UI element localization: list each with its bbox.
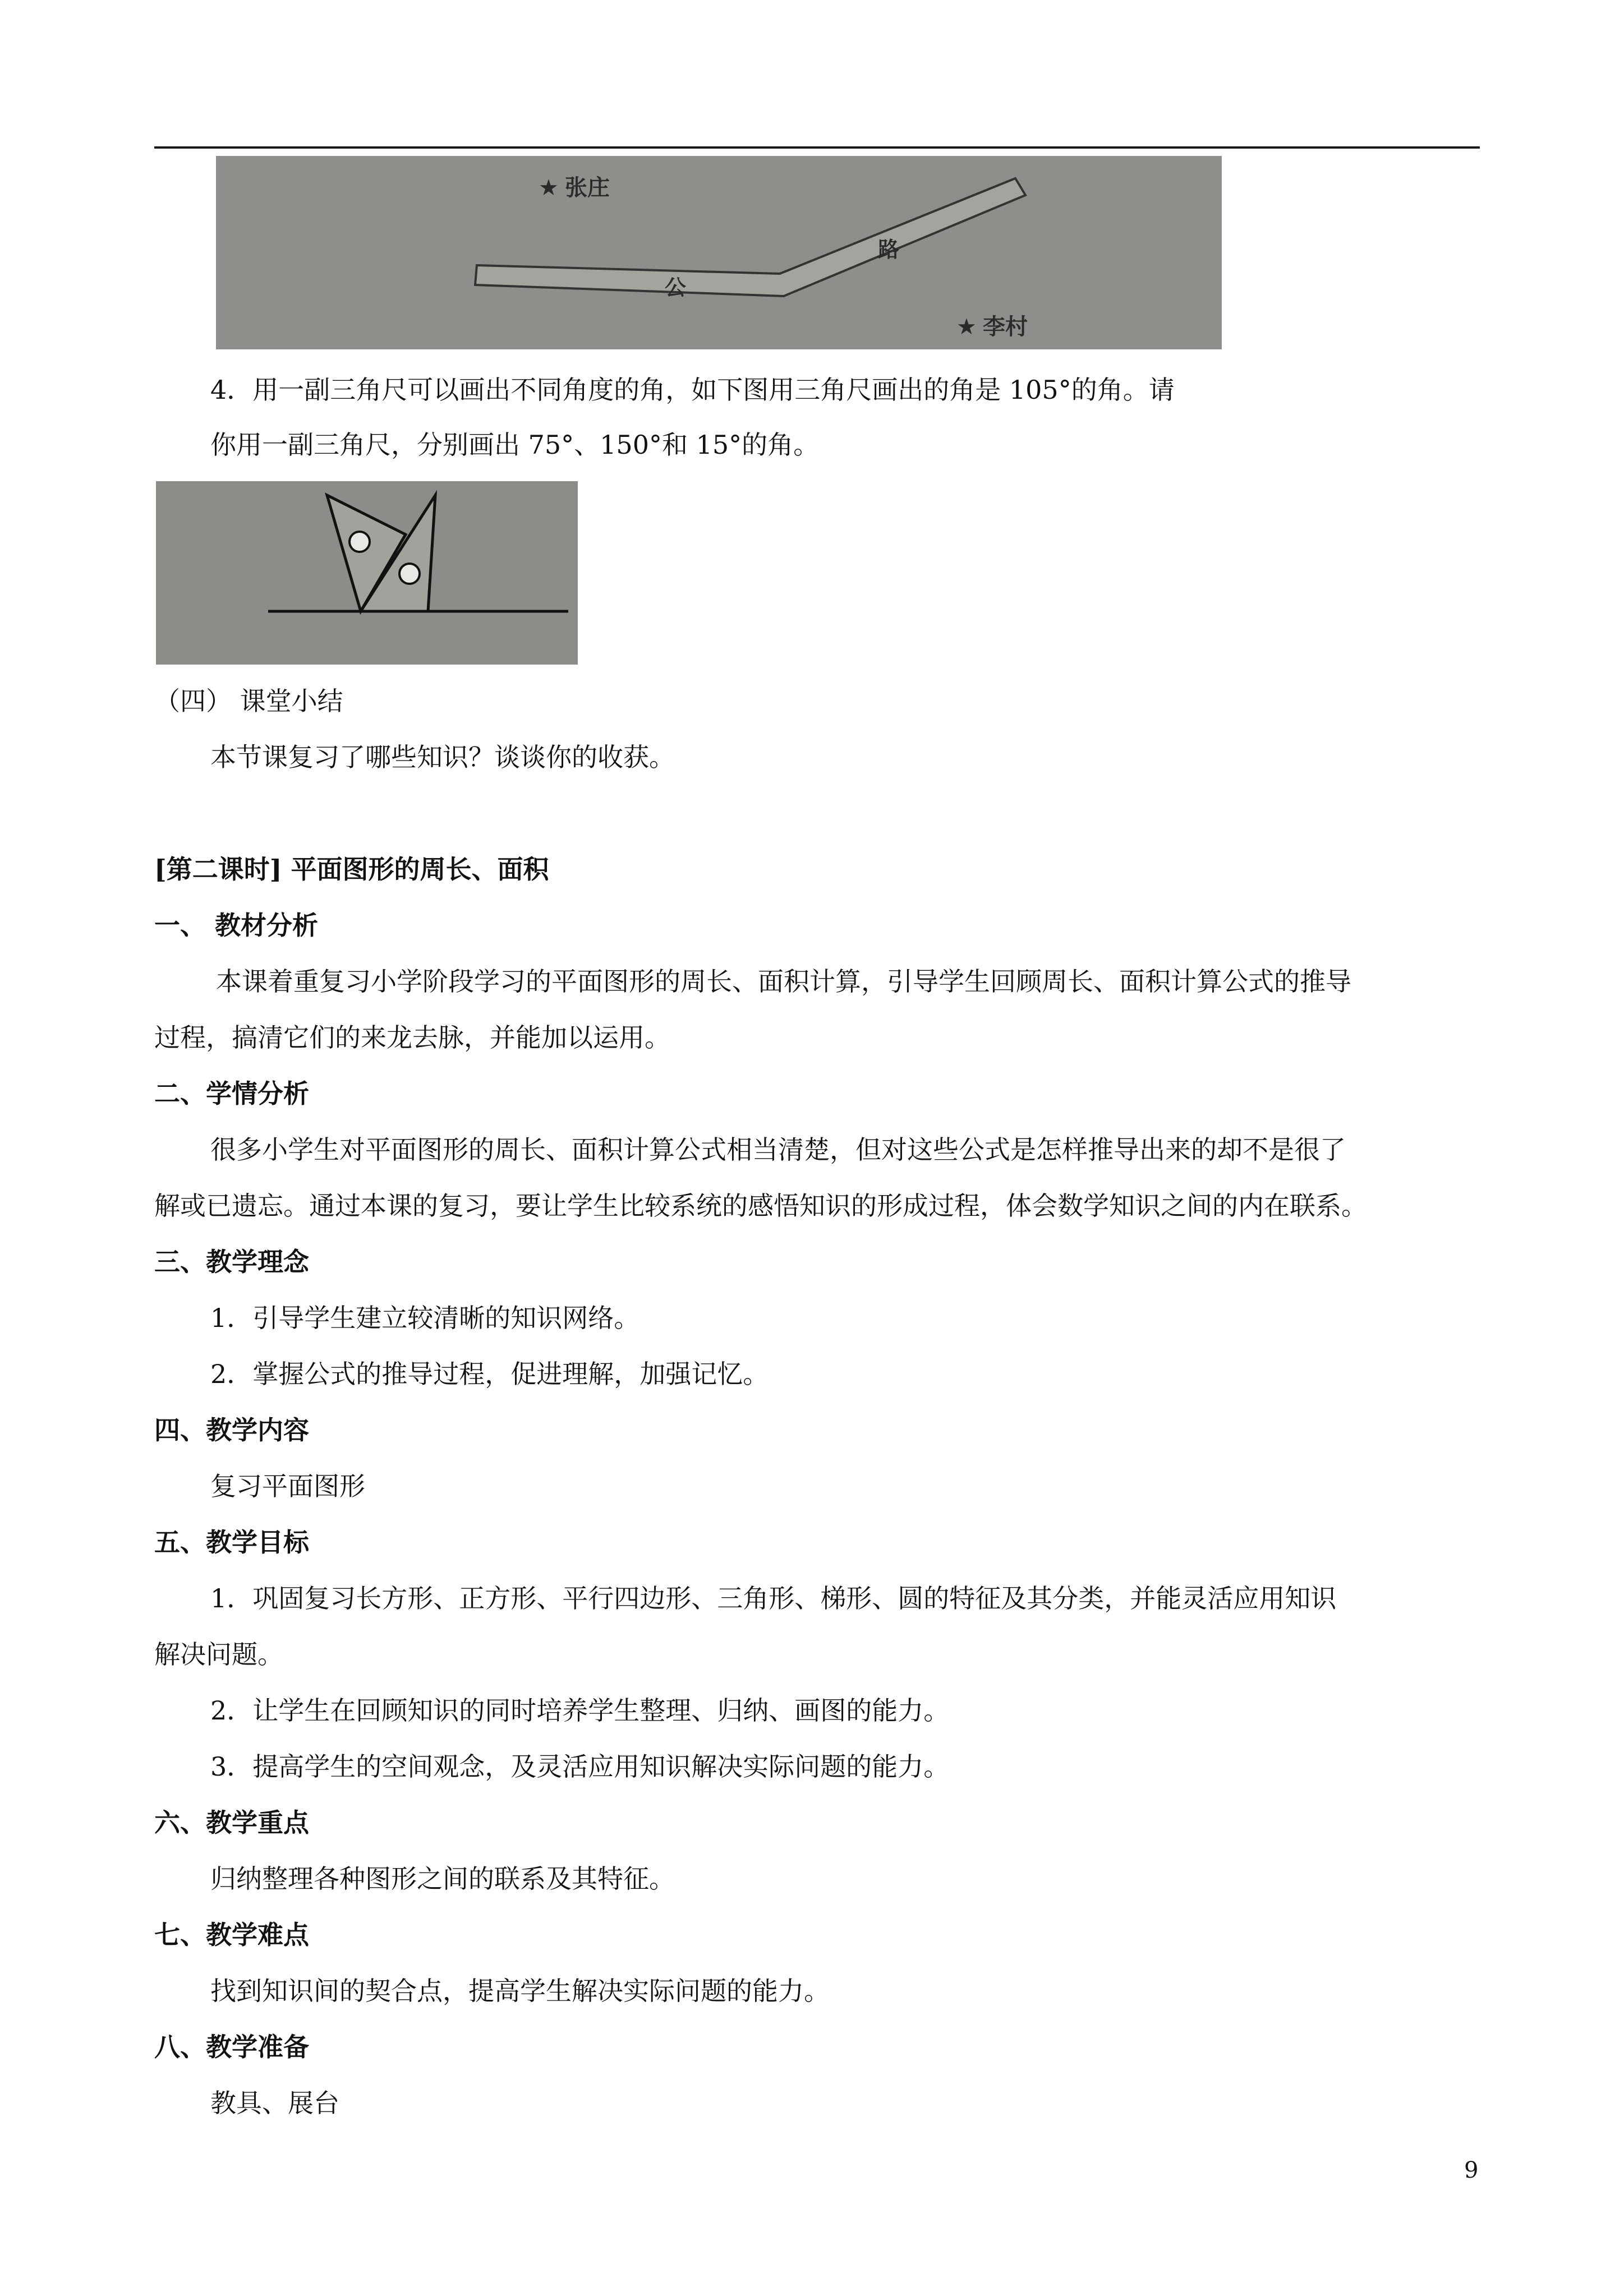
set-squares-figure: [156, 481, 578, 665]
set-squares-drawing: [156, 481, 578, 665]
label-zhangzhuang: 张庄: [565, 175, 610, 201]
section-3-heading: 三、教学理念: [154, 1247, 309, 1277]
section-1-paragraph-line-1: 本课着重复习小学阶段学习的平面图形的周长、面积计算，引导学生回顾周长、面积计算公式的推导: [216, 966, 1351, 997]
section-4-text: 复习平面图形: [210, 1471, 365, 1501]
page-number: 9: [1464, 2157, 1479, 2183]
summary-heading: （四） 课堂小结: [154, 686, 343, 716]
road-char-gong: 公: [665, 275, 687, 300]
section-8-heading: 八、教学准备: [154, 2032, 309, 2062]
section-5-item-2: 2．让学生在回顾知识的同时培养学生整理、归纳、画图的能力。: [210, 1695, 950, 1726]
header-rule: [154, 146, 1480, 149]
question-4-line-1: 4．用一副三角尺可以画出不同角度的角，如下图用三角尺画出的角是 105°的角。请: [210, 375, 1175, 405]
section-8-text: 教具、展台: [210, 2088, 339, 2118]
star-icon: ★: [539, 175, 559, 201]
section-2-heading: 二、学情分析: [154, 1078, 309, 1109]
section-4-heading: 四、教学内容: [154, 1415, 309, 1445]
section-7-text: 找到知识间的契合点，提高学生解决实际问题的能力。: [210, 1976, 830, 2006]
section-1-paragraph-line-2: 过程，搞清它们的来龙去脉，并能加以运用。: [154, 1022, 670, 1053]
lesson-2-title: [第二课时] 平面图形的周长、面积: [154, 854, 549, 884]
section-1-heading: 一、 教材分析: [154, 910, 319, 940]
section-5-item-3: 3．提高学生的空间观念，及灵活应用知识解决实际问题的能力。: [210, 1751, 950, 1782]
question-4-line-2: 你用一副三角尺，分别画出 75°、150°和 15°的角。: [210, 430, 820, 460]
road-map-figure: [216, 156, 1222, 349]
section-6-text: 归纳整理各种图形之间的联系及其特征。: [210, 1864, 675, 1894]
star-icon: ★: [956, 314, 977, 340]
section-6-heading: 六、教学重点: [154, 1808, 309, 1838]
section-2-paragraph-line-2: 解或已遗忘。通过本课的复习，要让学生比较系统的感悟知识的形成过程，体会数学知识之间的内在联系。: [154, 1191, 1367, 1221]
section-3-item-1: 1．引导学生建立较清晰的知识网络。: [210, 1303, 640, 1333]
section-5-item-1-line-2: 解决问题。: [154, 1639, 283, 1670]
section-5-heading: 五、教学目标: [154, 1527, 309, 1557]
summary-text: 本节课复习了哪些知识？谈谈你的收获。: [210, 742, 675, 772]
section-2-paragraph-line-1: 很多小学生对平面图形的周长、面积计算公式相当清楚，但对这些公式是怎样推导出来的却不是很了: [210, 1135, 1346, 1165]
section-7-heading: 七、教学难点: [154, 1920, 309, 1950]
label-licun: 李村: [983, 314, 1028, 340]
section-5-item-1-line-1: 1．巩固复习长方形、正方形、平行四边形、三角形、梯形、圆的特征及其分类，并能灵活应用知识: [210, 1583, 1337, 1613]
section-3-item-2: 2．掌握公式的推导过程，促进理解，加强记忆。: [210, 1359, 769, 1389]
road-map-drawing: [216, 156, 1222, 349]
road-char-lu: 路: [878, 237, 900, 262]
